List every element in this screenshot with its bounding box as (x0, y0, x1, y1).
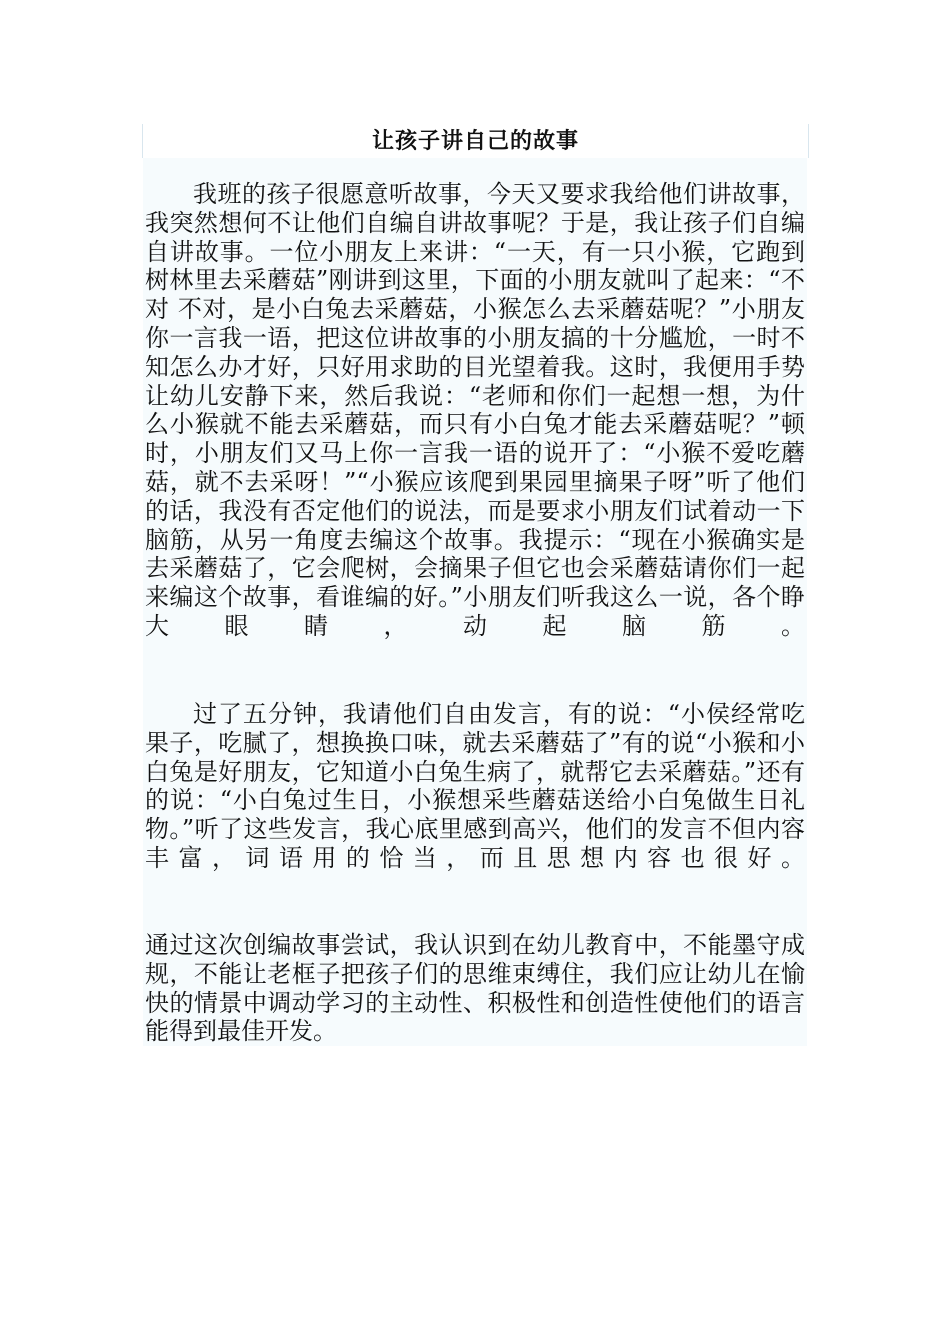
paragraph-2: 过了五分钟，我请他们自由发言，有的说：“小侯经常吃果子，吃腻了，想换换口味，就去采蘑菇了”有的说“小猴和小白兔是好朋友，它知道小白兔生病了，就帮它去采蘑菇。”还有的说：“小白兔过生日，小猴想采些蘑菇送给小白兔做生日礼物。”听了这些发言，我心底里感到高兴，他们的发言不但内容丰富，词语用的恰当，而且思想内容也很好。 (145, 700, 805, 872)
paragraph-1: 我班的孩子很愿意听故事，今天又要求我给他们讲故事，我突然想何不让他们自编自讲故事呢？于是，我让孩子们自编自讲故事。一位小朋友上来讲：“一天，有一只小猴，它跑到树林里去采蘑菇”刚讲到这里，下面的小朋友就叫了起来：“不对 不对，是小白兔去采蘑菇，小猴怎么去采蘑菇呢？”小朋友你一言我一语，把这位讲故事的小朋友搞的十分尴尬，一时不知怎么办才好，只好用求助的目光望着我。这时，我便用手势让幼儿安静下来，然后我说：“老师和你们一起想一想，为什么小猴就不能去采蘑菇，而只有小白兔才能去采蘑菇呢？”顿时，小朋友们又马上你一言我一语的说开了：“小猴不爱吃蘑菇，就不去采呀！”“小猴应该爬到果园里摘果子呀”听了他们的话，我没有否定他们的说法，而是要求小朋友们试着动一下脑筋，从另一角度去编这个故事。我提示：“现在小猴确实是去采蘑菇了，它会爬树，会摘果子但它也会采蘑菇请你们一起来编这个故事，看谁编的好。”小朋友们听我这么一说，各个睁大眼睛，动起脑筋。 (145, 180, 805, 640)
document-body (143, 158, 807, 1046)
title-bar (142, 124, 809, 158)
paragraph-3: 通过这次创编故事尝试，我认识到在幼儿教育中，不能墨守成规，不能让老框子把孩子们的思维束缚住，我们应让幼儿在愉快的情景中调动学习的主动性、积极性和创造性使他们的语言能得到最佳开发。 (145, 931, 805, 1046)
document-title: 让孩子讲自己的故事 (371, 128, 579, 154)
